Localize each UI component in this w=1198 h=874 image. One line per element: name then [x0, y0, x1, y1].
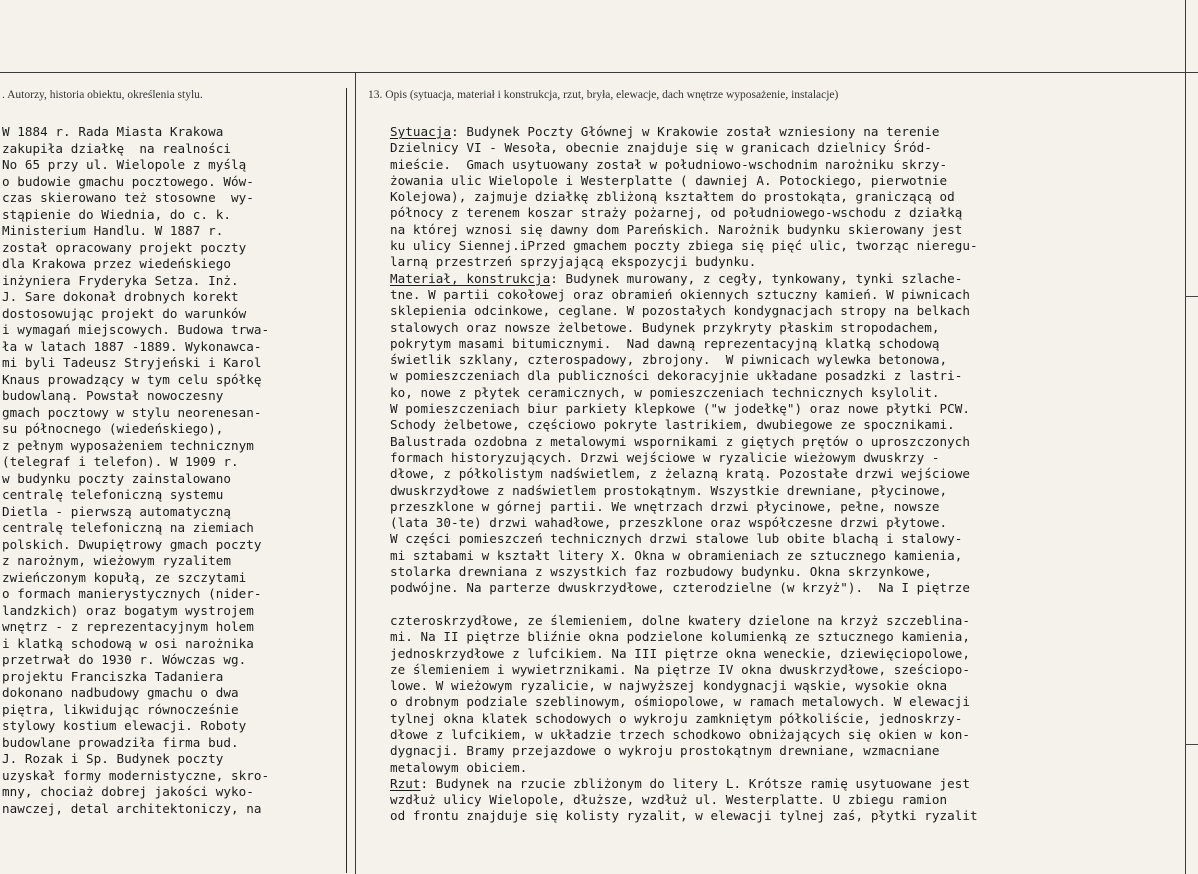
description-text-line — [390, 564, 1180, 580]
description-text-line — [390, 580, 1180, 596]
description-text: północy z terenem koszar straży pożarnej, od południowego-wschodu z działką — [390, 205, 963, 221]
section-heading: Rzut — [390, 775, 421, 791]
history-text-line: su północnego (wiedeńskiego), — [2, 421, 224, 436]
description-text-line — [390, 548, 1180, 564]
history-text-line: polskich. Dwupiętrowy gmach poczty — [2, 536, 262, 552]
description-text-line — [390, 760, 1180, 776]
description-text: ko, nowe z płytek ceramicznych, w pomieszczeniach technicznych ksylolit. — [390, 384, 940, 400]
description-text: sklepienia odcinkowe, ceglane. W pozostałych kondygnacjach stropy na belkach — [390, 303, 971, 319]
description-text: ze ślemieniem i wywietrznikami. Na piętrze IV okna dwuskrzydłowe, sześciopo- — [390, 661, 971, 677]
history-text-line: Knaus prowadzący w tym celu spółkę — [2, 371, 262, 387]
history-text-line: (telegraf i telefon). W 1909 r. — [2, 454, 239, 469]
description-text-line — [390, 124, 1180, 140]
description-text: metalowym obiciem. — [390, 759, 528, 775]
history-text-line: J. Sare dokonał drobnych korekt — [2, 289, 239, 304]
history-text-line: z narożnym, wieżowym ryzalitem — [2, 553, 231, 568]
description-text: dygnacji. Bramy przejazdowe o wykroju prostokątnym drewniane, wzmacniane — [390, 743, 940, 759]
description-text-line — [390, 808, 1180, 824]
description-text-line — [390, 646, 1180, 662]
history-text-line: uzyskał formy modernistyczne, skro- — [2, 767, 270, 783]
history-text-line: z pełnym wyposażeniem technicznym — [2, 437, 254, 453]
description-text: żowania ulic Wielopole i Westerplatte ( dawniej A. Potockiego, pierwotnie — [390, 172, 948, 188]
section-heading: Sytuacja — [390, 124, 452, 139]
description-text: stolarka drewniana z wszystkich faz rozbudowy budynku. Okna skrzynkowe, — [390, 564, 932, 580]
history-text-line: i klatką schodową w osi narożnika — [2, 635, 254, 651]
description-text: mi sztabami w kształt litery X. Okna w obramieniach ze sztucznego kamienia, — [390, 547, 963, 563]
description-text-line — [390, 629, 1180, 645]
history-text-line: ła w latach 1887 -1889. Wykonawca- — [2, 338, 262, 354]
history-text-line: stąpienie do Wiednia, do c. k. — [2, 206, 231, 222]
description-text-line — [390, 466, 1180, 482]
description-text-line — [390, 678, 1180, 694]
history-text-line: W 1884 r. Rada Miasta Krakowa — [2, 124, 224, 139]
description-text: stalowych oraz nowsze żelbetowe. Budynek przykryty płaskim stropodachem, — [390, 319, 940, 335]
right-section-header: 13. Opis (sytuacja, materiał i konstrukcja, rzut, bryła, elewacje, dach wnętrze wyposażenie, instalacje) — [368, 89, 839, 101]
description-text-line — [390, 352, 1180, 368]
description-text-line — [390, 401, 1180, 417]
description-text-line — [390, 303, 1180, 319]
description-text: mieście. Gmach usytuowany został w południowo-wschodnim narożniku skrzy- — [390, 156, 948, 172]
description-text-line — [390, 271, 1180, 287]
history-text-line: w budynku poczty zainstalowano — [2, 470, 231, 486]
description-text: dłowe z lufcikiem, w układzie trzech schodkowo obniżających się okien w kon- — [390, 726, 971, 742]
description-text-line — [390, 417, 1180, 433]
description-text-line — [390, 140, 1180, 156]
description-text: wzdłuż ulicy Wielopole, dłuższe, wzdłuż ul. Westerplatte. U zbiegu ramion — [390, 792, 948, 808]
history-text-line: gmach pocztowy w stylu neorenesan- — [2, 404, 262, 420]
description-text: mi. Na II piętrze bliźnie okna podzielone kolumienką ze sztucznego kamienia, — [390, 629, 971, 645]
history-text-line: dokonano nadbudowy gmachu o dwa — [2, 685, 239, 700]
history-text-line: czas skierowano też stosowne wy- — [2, 190, 254, 205]
description-text-line — [390, 434, 1180, 450]
history-text-line: Ministerium Handlu. W 1887 r. — [2, 223, 224, 238]
description-text: dłowe, z półkolistym nadświetlem, z żelazną kratą. Pozostałe drzwi wejściowe — [390, 466, 971, 482]
history-text-line: dostosowując projekt do warunków — [2, 305, 247, 321]
history-text-line: dla Krakowa przez wiedeńskiego — [2, 256, 231, 271]
description-text: tylnej okna klatek schodowych o wykroju zamkniętym półkoliście, jednoskrzy- — [390, 710, 963, 726]
description-text: Balustrada ozdobna z metalowymi wspornikami z giętych prętów o uproszczonych — [390, 433, 971, 449]
description-text: dwuskrzydłowe z nadświetlem prostokątnym. Wszystkie drewniane, płycinowe, — [390, 482, 948, 498]
description-text-line — [390, 792, 1180, 808]
history-text-line: wnętrz - z reprezentacyjnym holem — [2, 619, 254, 634]
history-text-line: landzkich) oraz bogatym wystrojem — [2, 602, 254, 618]
history-text-line: budowlane prowadziła firma bud. — [2, 734, 239, 750]
history-text-line: Dietla - pierwszą automatyczną — [2, 503, 231, 519]
description-text-line — [390, 320, 1180, 336]
history-text-line: No 65 przy ul. Wielopole z myślą — [2, 157, 247, 172]
description-text-line — [390, 776, 1180, 792]
description-text: W pomieszczeniach biur parkiety klepkowe ("w jodełkę") oraz nowe płytki PCW. — [390, 401, 971, 417]
description-text: lowe. W wieżowym ryzalicie, w najwyższej kondygnacji wąskie, wysokie okna — [390, 678, 948, 694]
history-text-line: piętra, likwidując równocześnie — [2, 701, 239, 717]
description-text: Kolejowa), zajmuje działkę zbliżoną kształtem do prostokąta, graniczącą od — [390, 189, 955, 205]
history-text-line: projektu Franciszka Tadaniera — [2, 668, 224, 684]
margin-tick — [1185, 744, 1198, 745]
description-text: od frontu znajduje się kolisty ryzalit, w elewacji tylnej zaś, płytki ryzalit — [390, 808, 978, 824]
description-text: : Budynek Poczty Głównej w Krakowie został wzniesiony na terenie — [451, 124, 940, 139]
description-text-line — [390, 385, 1180, 401]
description-text-line — [390, 727, 1180, 743]
section-heading: Materiał, konstrukcja — [390, 270, 551, 286]
description-text-line — [390, 157, 1180, 173]
description-text: jednoskrzydłowe z lufcikiem. Na III piętrze okna weneckie, dziewięciopolowe, — [390, 645, 971, 661]
description-text-line — [390, 205, 1180, 221]
description-text-line — [390, 254, 1180, 270]
history-text-line: mny, chociaż dobrej jakości wyko- — [2, 784, 254, 799]
history-text-line: zwieńczonym kopułą, ze szczytami — [2, 569, 247, 585]
history-text-line: stylowy kostium elewacji. Roboty — [2, 718, 247, 733]
description-text-line — [390, 531, 1180, 547]
history-text-line: J. Rozak i Sp. Budynek poczty — [2, 751, 224, 766]
description-text-line — [390, 238, 1180, 254]
description-text-line — [390, 711, 1180, 727]
description-text-line — [390, 662, 1180, 678]
description-text-line — [390, 483, 1180, 499]
column-divider — [355, 72, 356, 874]
description-text: : Budynek murowany, z cegły, tynkowany, tynki szlache- — [550, 270, 963, 286]
left-section-header: . Autorzy, historia obiektu, określenia stylu. — [2, 89, 203, 101]
description-text-line — [390, 694, 1180, 710]
history-text-line: zakupiła działkę na realności — [2, 140, 231, 156]
history-text-line: mi byli Tadeusz Stryjeński i Karol — [2, 355, 262, 370]
description-text-line — [390, 222, 1180, 238]
description-text: przeszklone w górnej partii. We wnętrzach drzwi płycinowe, pełne, nowsze — [390, 498, 940, 514]
history-text-line: o budowie gmachu pocztowego. Wów- — [2, 173, 254, 189]
description-text: pokrytym masami bitumicznymi. Nad dawną reprezentacyjną klatką schodową — [390, 335, 940, 351]
description-text-line — [390, 450, 1180, 466]
description-text: : Budynek na rzucie zbliżonym do litery L. Krótsze ramię usytuowane jest — [420, 775, 971, 791]
history-text-line: o formach manierystycznych (nider- — [2, 586, 262, 601]
history-text-line: budowlaną. Powstał nowoczesny — [2, 388, 224, 403]
description-text-line — [390, 173, 1180, 189]
history-text-line: centralę telefoniczną na ziemiach — [2, 520, 254, 535]
description-text-line — [390, 368, 1180, 384]
description-text-line — [390, 515, 1180, 531]
description-text: na której wznosi się dawny dom Pareńskich. Narożnik budynku skierowany jest — [390, 221, 963, 237]
history-text-line: i wymagań miejscowych. Budowa trwa- — [2, 322, 270, 337]
description-text: ku ulicy Siennej.iPrzed gmachem poczty zbiega się pięć ulic, tworząc nieregu- — [390, 238, 978, 254]
description-text-line — [390, 499, 1180, 515]
description-text: larną przestrzeń sprzyjającą ekspozycji budynku. — [390, 254, 757, 270]
right-margin-line — [1185, 0, 1186, 874]
history-text-column — [2, 124, 354, 817]
description-text-line — [390, 743, 1180, 759]
description-text: tne. W partii cokołowej oraz obramień okiennych sztuczny kamień. W piwnicach — [390, 286, 971, 302]
description-text: podwójne. Na parterze dwuskrzydłowe, czterodzielne (w krzyż"). Na I piętrze — [390, 580, 971, 596]
description-text-line — [390, 597, 1180, 613]
description-text-line — [390, 336, 1180, 352]
description-text: W części pomieszczeń technicznych drzwi stalowe lub obite blachą i stalowy- — [390, 531, 963, 547]
history-text-line: inżyniera Fryderyka Setza. Inż. — [2, 272, 239, 288]
description-text-column — [390, 124, 1180, 825]
description-text: Schody żelbetowe, częściowo pokryte lastrikiem, dwubiegowe ze spocznikami. — [390, 417, 955, 433]
description-text: formach historyzujących. Drzwi wejściowe w ryzalicie wieżowym dwuskrzy - — [390, 449, 940, 465]
history-text-line: nawczej, detal architektoniczy, na — [2, 800, 262, 816]
description-text-line — [390, 613, 1180, 629]
history-text-line: przetrwał do 1930 r. Wówczas wg. — [2, 652, 247, 667]
margin-tick — [1185, 296, 1198, 297]
description-text: Dzielnicy VI - Wesoła, obecnie znajduje się w granicach dzielnicy Śród- — [390, 140, 932, 156]
description-text: w pomieszczeniach dla publiczności dekoracyjnie układane posadzki z lastri- — [390, 368, 963, 384]
description-text-line — [390, 189, 1180, 205]
description-text-line — [390, 287, 1180, 303]
description-text: czteroskrzydłowe, ze ślemieniem, dolne kwatery dzielone na krzyż szczeblina- — [390, 612, 971, 628]
description-text: (lata 30-te) drzwi wahadłowe, przeszklone oraz współczesne drzwi płytowe. — [390, 515, 948, 531]
history-text-line: centralę telefoniczną systemu — [2, 487, 224, 502]
top-border-line — [0, 72, 1198, 73]
description-text: o drobnym podziale szeblinowym, ośmiopolowe, w ramach metalowych. W elewacji — [390, 694, 971, 710]
description-text: świetlik szklany, czterospadowy, zbrojony. W piwnicach wylewka betonowa, — [390, 352, 948, 368]
history-text-line: został opracowany projekt poczty — [2, 239, 247, 255]
